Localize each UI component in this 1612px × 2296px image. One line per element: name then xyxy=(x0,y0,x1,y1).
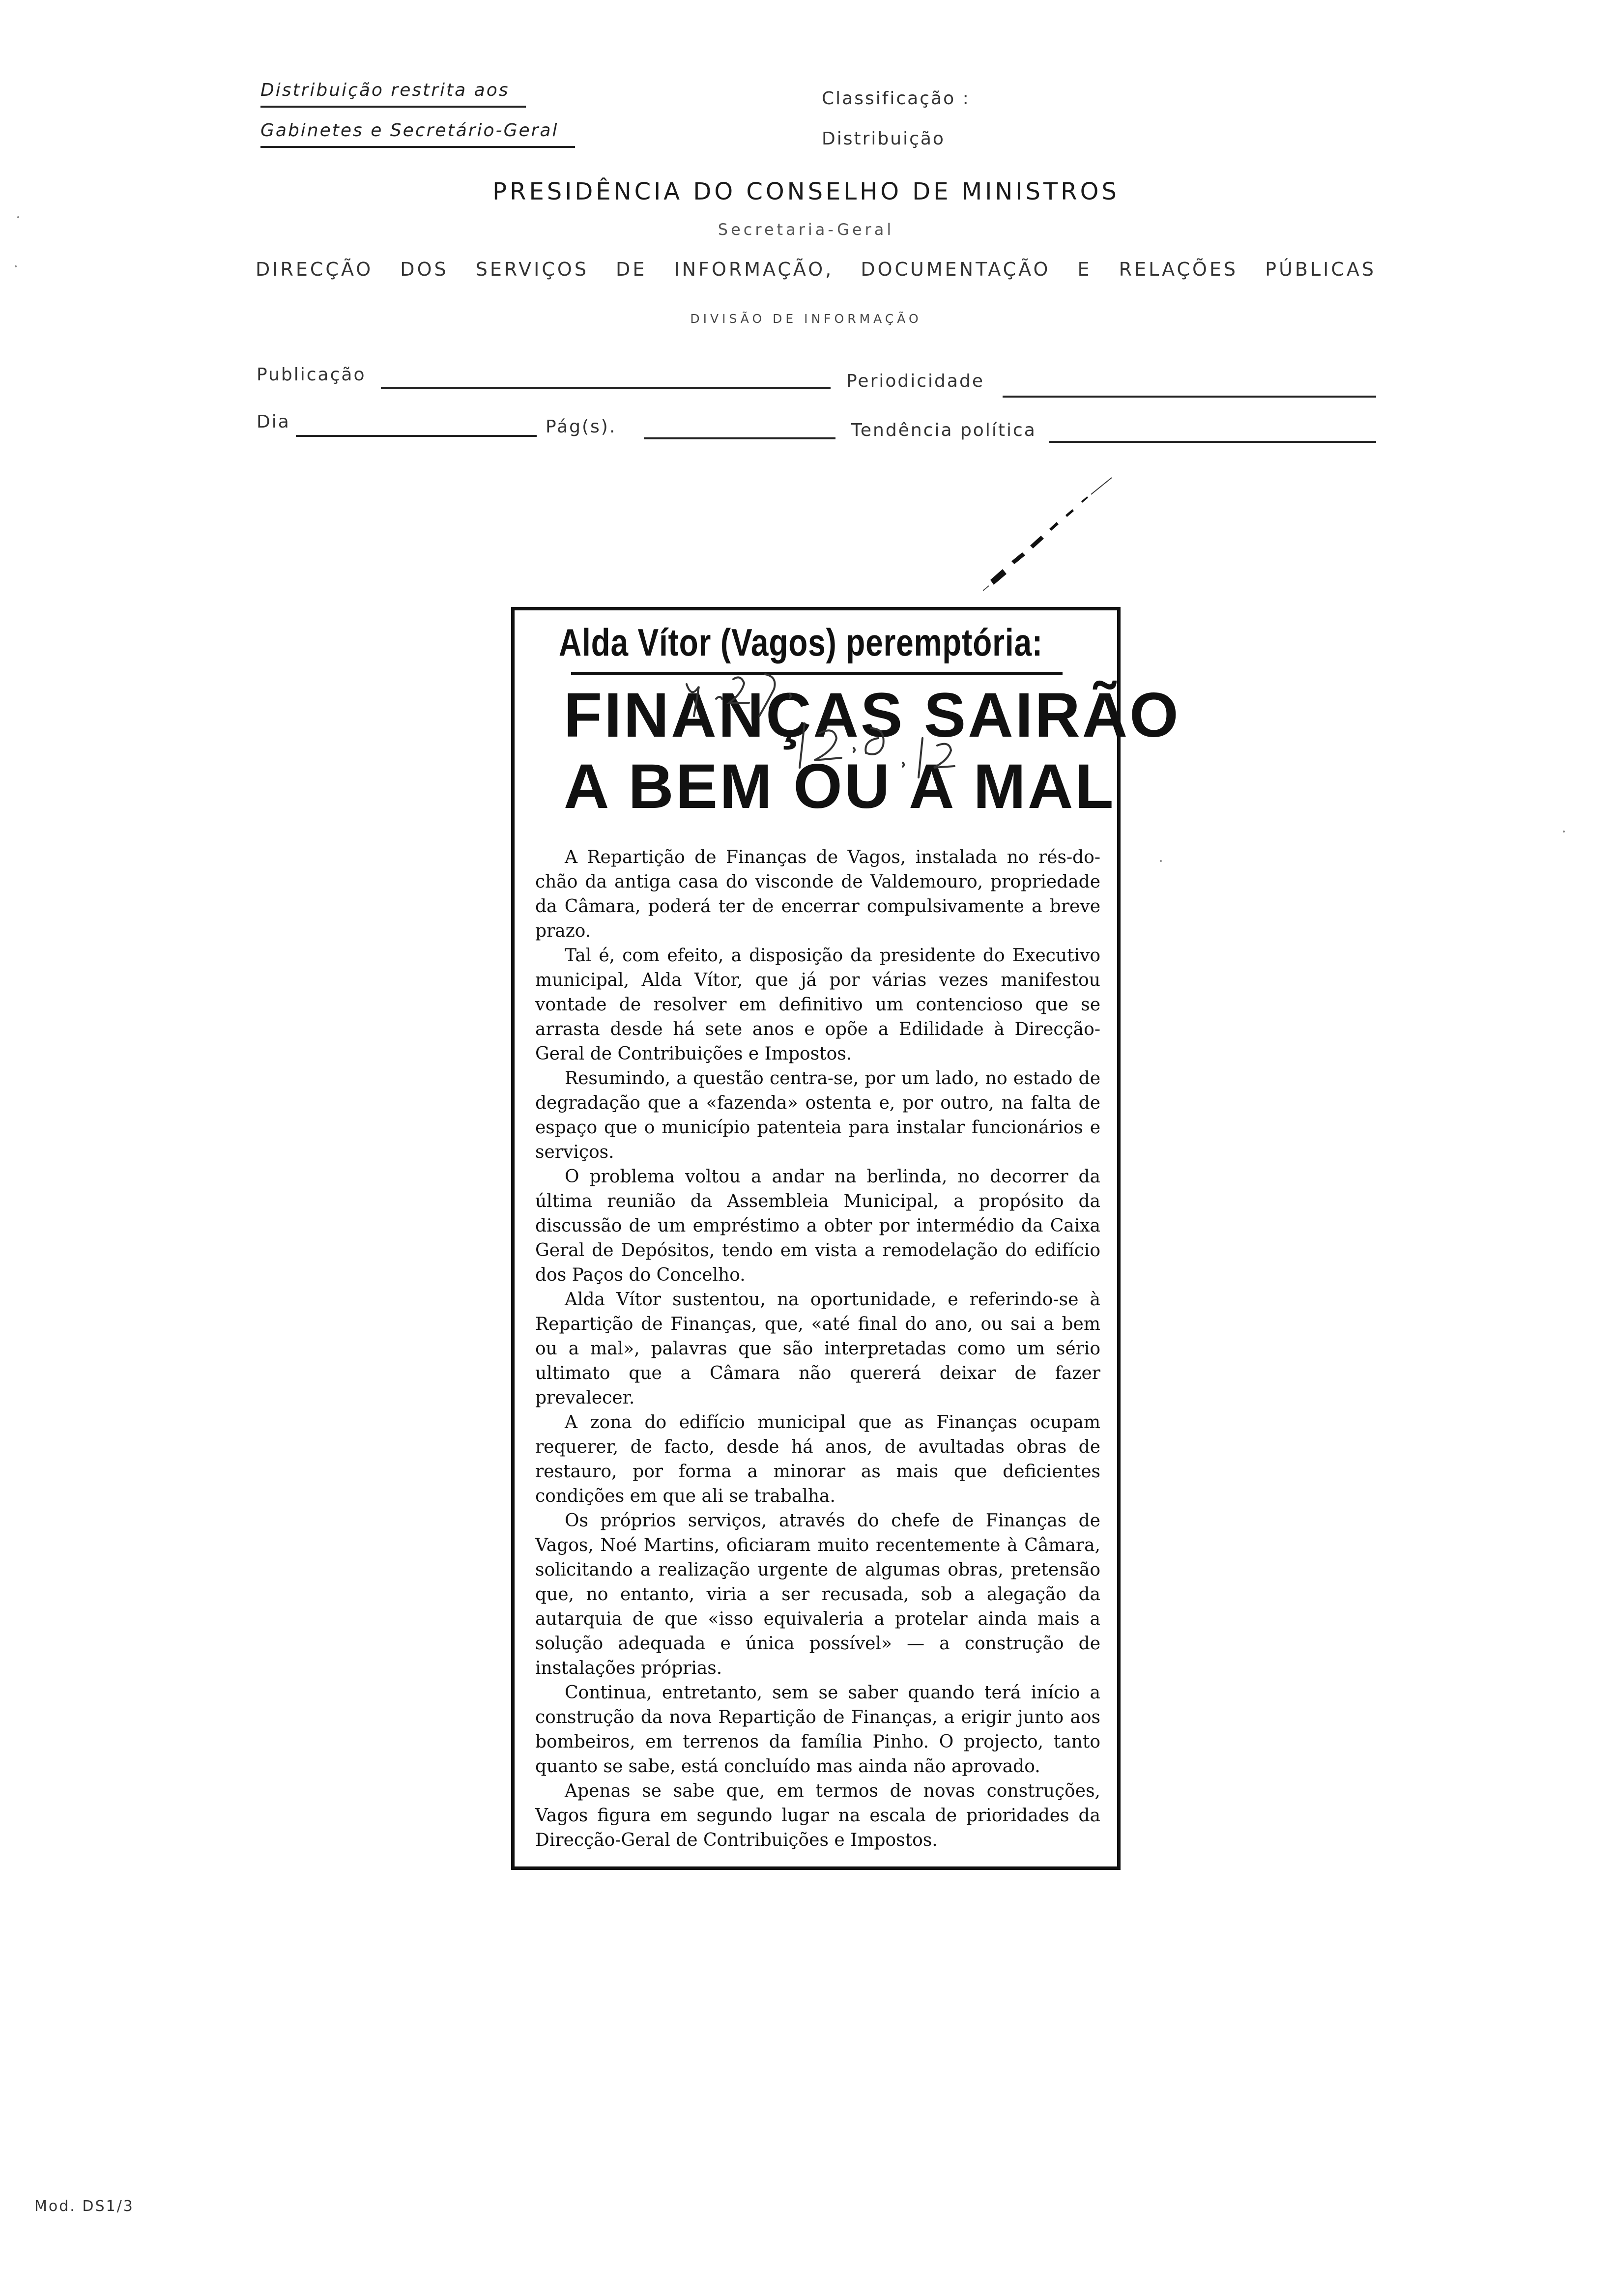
publication-field-line xyxy=(381,387,831,389)
article-paragraph: O problema voltou a andar na berlinda, no decorrer da última reunião da Assembleia Municipal, a propósito da discussão de um empréstimo a obter por intermédio da Caixa Geral de Depósitos, tendo em vista a remodelação do edifício dos Paços do Concelho. xyxy=(535,1167,1100,1285)
article-paragraph: Apenas se sabe que, em termos de novas construções, Vagos figura em segundo lugar na escala de prioridades da Direcção-Geral de Contribuições e Impostos. xyxy=(535,1781,1100,1850)
pages-label: Pág(s). xyxy=(546,417,617,437)
classification-label: Classificação : xyxy=(822,88,970,109)
article-body xyxy=(535,845,1100,1853)
article-paragraph: A Repartição de Finanças de Vagos, instalada no rés-do-chão da antiga casa do visconde de Valdemouro, propriedade da Câmara, poderá ter de encerrar compulsivamente a breve prazo. xyxy=(535,847,1100,941)
periodicity-field-line xyxy=(1003,396,1376,398)
headline-rule xyxy=(571,672,1063,675)
article-paragraph: Resumindo, a questão centra-se, por um lado, no estado de degradação que a «fazenda» ostenta e, por outro, na falta de espaço que o município patenteia para instalar funcionários e serviços. xyxy=(535,1068,1100,1162)
article-paragraph: Os próprios serviços, através do chefe de Finanças de Vagos, Noé Martins, oficiaram muito recentemente à Câmara, solicitando a realização urgente de algumas obras, pretensão que, no entanto, viria a ser recusada, sob a alegação da autarquia de que «isso equivaleria a protelar ainda mais a solução adequada e única possível» — a construção de instalações próprias. xyxy=(535,1511,1100,1678)
restriction-note-line2 xyxy=(260,120,558,141)
article-title-line1: FINANÇAS SAIRÃO xyxy=(564,680,1180,750)
article-headline: Alda Vítor (Vagos) peremptória: xyxy=(559,621,1043,664)
periodicity-label: Periodicidade xyxy=(846,371,984,391)
directorate-line: DIRECÇÃO DOS SERVIÇOS DE INFORMAÇÃO, DOCUMENTAÇÃO E RELAÇÕES PÚBLICAS xyxy=(256,258,1376,280)
pages-field-line xyxy=(644,437,835,439)
scan-speck xyxy=(1160,860,1162,862)
scan-speck xyxy=(15,265,17,267)
scan-speck xyxy=(1563,831,1565,832)
political-tendency-field-line xyxy=(1049,441,1376,443)
division-label: DIVISÃO DE INFORMAÇÃO xyxy=(690,312,922,326)
organization-subtitle: Secretaria-Geral xyxy=(718,220,894,239)
restriction-text-2: Gabinetes e Secretário-Geral xyxy=(260,120,559,141)
pen-stroke-mark xyxy=(983,477,1121,609)
form-code: Mod. DS1/3 xyxy=(34,2198,134,2215)
publication-label: Publicação xyxy=(257,365,366,385)
restriction-underline-1 xyxy=(260,106,526,108)
day-label: Dia xyxy=(257,412,290,432)
article-paragraph: Continua, entretanto, sem se saber quando terá início a construção da nova Repartição de Finanças, a erigir junto aos bombeiros, em terrenos da família Pinho. O projecto, tanto quanto se sabe, está concluído mas ainda não aprovado. xyxy=(535,1683,1100,1777)
restriction-underline-2 xyxy=(260,146,575,148)
day-field-line xyxy=(296,435,537,437)
article-paragraph: A zona do edifício municipal que as Finanças ocupam requerer, de facto, desde há anos, de avultadas obras de restauro, por forma a minorar as mais que deficientes condições em que ali se trabalha. xyxy=(535,1412,1100,1506)
restriction-text-1: Distribuição restrita aos xyxy=(260,80,510,100)
scan-speck xyxy=(17,216,19,218)
distribution-label: Distribuição xyxy=(822,129,945,149)
political-tendency-label: Tendência política xyxy=(851,420,1036,440)
restriction-note-line1 xyxy=(260,80,509,100)
article-title-line2: A BEM OU A MAL xyxy=(564,751,1116,822)
organization-title: PRESIDÊNCIA DO CONSELHO DE MINISTROS xyxy=(492,178,1120,205)
article-paragraph: Tal é, com efeito, a disposição da presidente do Executivo municipal, Alda Vítor, que já por várias vezes manifestou vontade de resolver em definitivo um contencioso que se arrasta desde há sete anos e opõe a Edilidade à Direcção-Geral de Contribuições e Impostos. xyxy=(535,946,1100,1064)
article-paragraph: Alda Vítor sustentou, na oportunidade, e referindo-se à Repartição de Finanças, que, «até final do ano, ou sai a bem ou a mal», palavras que são interpretadas como um sério ultimato que a Câmara não quererá deixar de fazer prevalecer. xyxy=(535,1290,1100,1408)
newspaper-clipping xyxy=(511,607,1180,1870)
